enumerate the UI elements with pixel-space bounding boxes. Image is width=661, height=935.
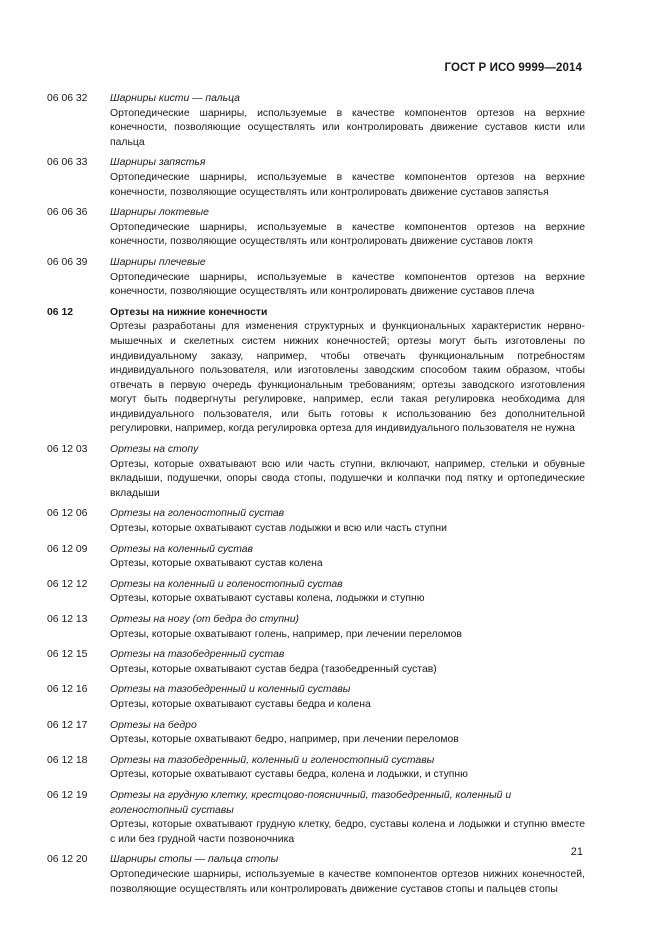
entry-description: Ортопедические шарниры, используемые в качестве компонентов ортезов на верхние конечности, позволяющие осуществлять или контролировать движение суставов кисти или пальца xyxy=(110,107,585,148)
entry-title: Шарниры стопы — пальца стопы xyxy=(110,854,279,866)
entry-description: Ортезы, которые охватывают суставы бедра и колена xyxy=(110,698,371,710)
entry-description: Ортезы, которые охватывают суставы бедра, колена и лодыжки, и ступню xyxy=(110,769,468,781)
entry-title: Ортезы на тазобедренный и коленный суставы xyxy=(110,684,351,696)
entry-title: Ортезы на коленный сустав xyxy=(110,543,253,555)
list-item xyxy=(47,648,585,677)
entry-code: 06 12 18 xyxy=(47,754,88,766)
entry-code: 06 06 32 xyxy=(47,93,88,104)
entry-code: 06 12 19 xyxy=(47,789,88,801)
list-item xyxy=(47,256,585,300)
entry-title: Ортезы на стопу xyxy=(110,444,199,456)
entry-title: Ортезы на голеностопный сустав xyxy=(110,508,285,520)
entry-code: 06 12 17 xyxy=(47,719,88,731)
section-title: Ортезы на нижние конечности xyxy=(110,306,268,318)
entry-title: Ортезы на бедро xyxy=(110,719,197,731)
entry-title: Ортезы на тазобедренный, коленный и голеностопный суставы xyxy=(110,754,435,766)
list-item xyxy=(47,443,585,501)
list-item xyxy=(47,578,585,607)
entry-description: Ортезы, которые охватывают сустав лодыжки и всю или часть ступни xyxy=(110,523,447,535)
list-item xyxy=(47,156,585,200)
entry-description: Ортопедические шарниры, используемые в качестве компонентов ортезов на верхние конечности, позволяющие осуществлять или контролировать движение суставов запястья xyxy=(110,171,585,198)
page-number: 21 xyxy=(570,846,583,858)
list-item xyxy=(47,789,585,847)
section-heading-item xyxy=(47,306,585,437)
entry-description: Ортезы, которые охватывают грудную клетку, бедро, суставы колена и лодыжки и ступню вместе с или без грудной части позвоночника xyxy=(110,819,585,845)
document-header: ГОСТ Р ИСО 9999—2014 xyxy=(444,62,582,74)
list-item xyxy=(47,754,585,783)
entry-title: Ортезы на ногу (от бедра до ступни) xyxy=(110,614,300,625)
entry-code: 06 12 09 xyxy=(47,543,88,555)
entry-code: 06 06 39 xyxy=(47,256,88,268)
entry-description: Ортезы, которые охватывают всю или часть ступни, включают, например, стельки и обувные вкладыши, подушечки, опоры свода стопы, подушечки и колпачки под пятку и ортопедические вкладыши xyxy=(110,458,585,499)
entry-code: 06 12 15 xyxy=(47,649,88,661)
entry-description: Ортезы, которые охватывают суставы колена, лодыжки и ступню xyxy=(110,593,425,605)
entry-title: Шарниры плечевые xyxy=(110,256,206,268)
list-item xyxy=(47,206,585,250)
entry-title: Ортезы на грудную клетку, крестцово-поясничный, тазобедренный, коленный и голеностопный суставы xyxy=(110,789,512,816)
entry-description: Ортезы, которые охватывают голень, например, при лечении переломов xyxy=(110,628,462,640)
entry-description: Ортопедические шарниры, используемые в качестве компонентов ортезов нижних конечностей, позволяющие осуществлять или контролировать движение суставов стопы и пальцев стопы xyxy=(110,868,585,895)
entry-code: 06 12 12 xyxy=(47,578,88,590)
entry-code: 06 12 06 xyxy=(47,508,88,520)
entry-code: 06 12 13 xyxy=(47,614,88,625)
entry-description: Ортезы, которые охватывают бедро, например, при лечении переломов xyxy=(110,734,459,746)
entry-code: 06 12 03 xyxy=(47,444,88,456)
entry-description: Ортопедические шарниры, используемые в качестве компонентов ортезов на верхние конечности, позволяющие осуществлять или контролировать движение суставов локтя xyxy=(110,221,585,248)
list-item xyxy=(47,92,585,150)
classification-list xyxy=(47,92,585,903)
entry-title: Ортезы на тазобедренный сустав xyxy=(110,649,285,661)
list-item xyxy=(47,683,585,712)
entry-code: 06 06 36 xyxy=(47,207,88,219)
entry-description: Ортезы, которые охватывают сустав бедра (тазобедренный сустав) xyxy=(110,663,437,675)
entry-code: 06 06 33 xyxy=(47,157,88,169)
list-item xyxy=(47,507,585,536)
section-code: 06 12 xyxy=(47,306,74,318)
entry-title: Шарниры запястья xyxy=(110,157,206,169)
entry-code: 06 12 20 xyxy=(47,854,88,866)
entry-title: Ортезы на коленный и голеностопный сустав xyxy=(110,578,343,590)
list-item xyxy=(47,719,585,748)
list-item xyxy=(47,543,585,572)
entry-description: Ортопедические шарниры, используемые в качестве компонентов ортезов на верхние конечности, позволяющие осуществлять или контролировать движение суставов плеча xyxy=(110,271,585,298)
entry-title: Шарниры кисти — пальца xyxy=(110,93,240,104)
entry-title: Шарниры локтевые xyxy=(110,207,209,219)
entry-description: Ортезы, которые охватывают сустав колена xyxy=(110,558,323,570)
list-item xyxy=(47,853,585,897)
list-item xyxy=(47,613,585,642)
entry-code: 06 12 16 xyxy=(47,684,88,696)
section-description: Ортезы разработаны для изменения структурных и функциональных характеристик нервно-мышечных и скелетных систем нижних конечностей; ортезы могут быть изготовлены по индивидуальному заказу, например, чтобы отвечать функциональным потребностям индивидуального пользователя, или изготовлены заводским способом таким образом, чтобы отвечать в первую очередь функциональным требованиям; ортезы заводского изготовления могут быть подвергнуты регулировке, например, если такая регулировка необходима для индивидуального пользователя, или быть готовы к использованию без дополнительной регулировки, например, когда регулировка ортеза для индивидуального пользователя не нужна xyxy=(110,321,585,435)
